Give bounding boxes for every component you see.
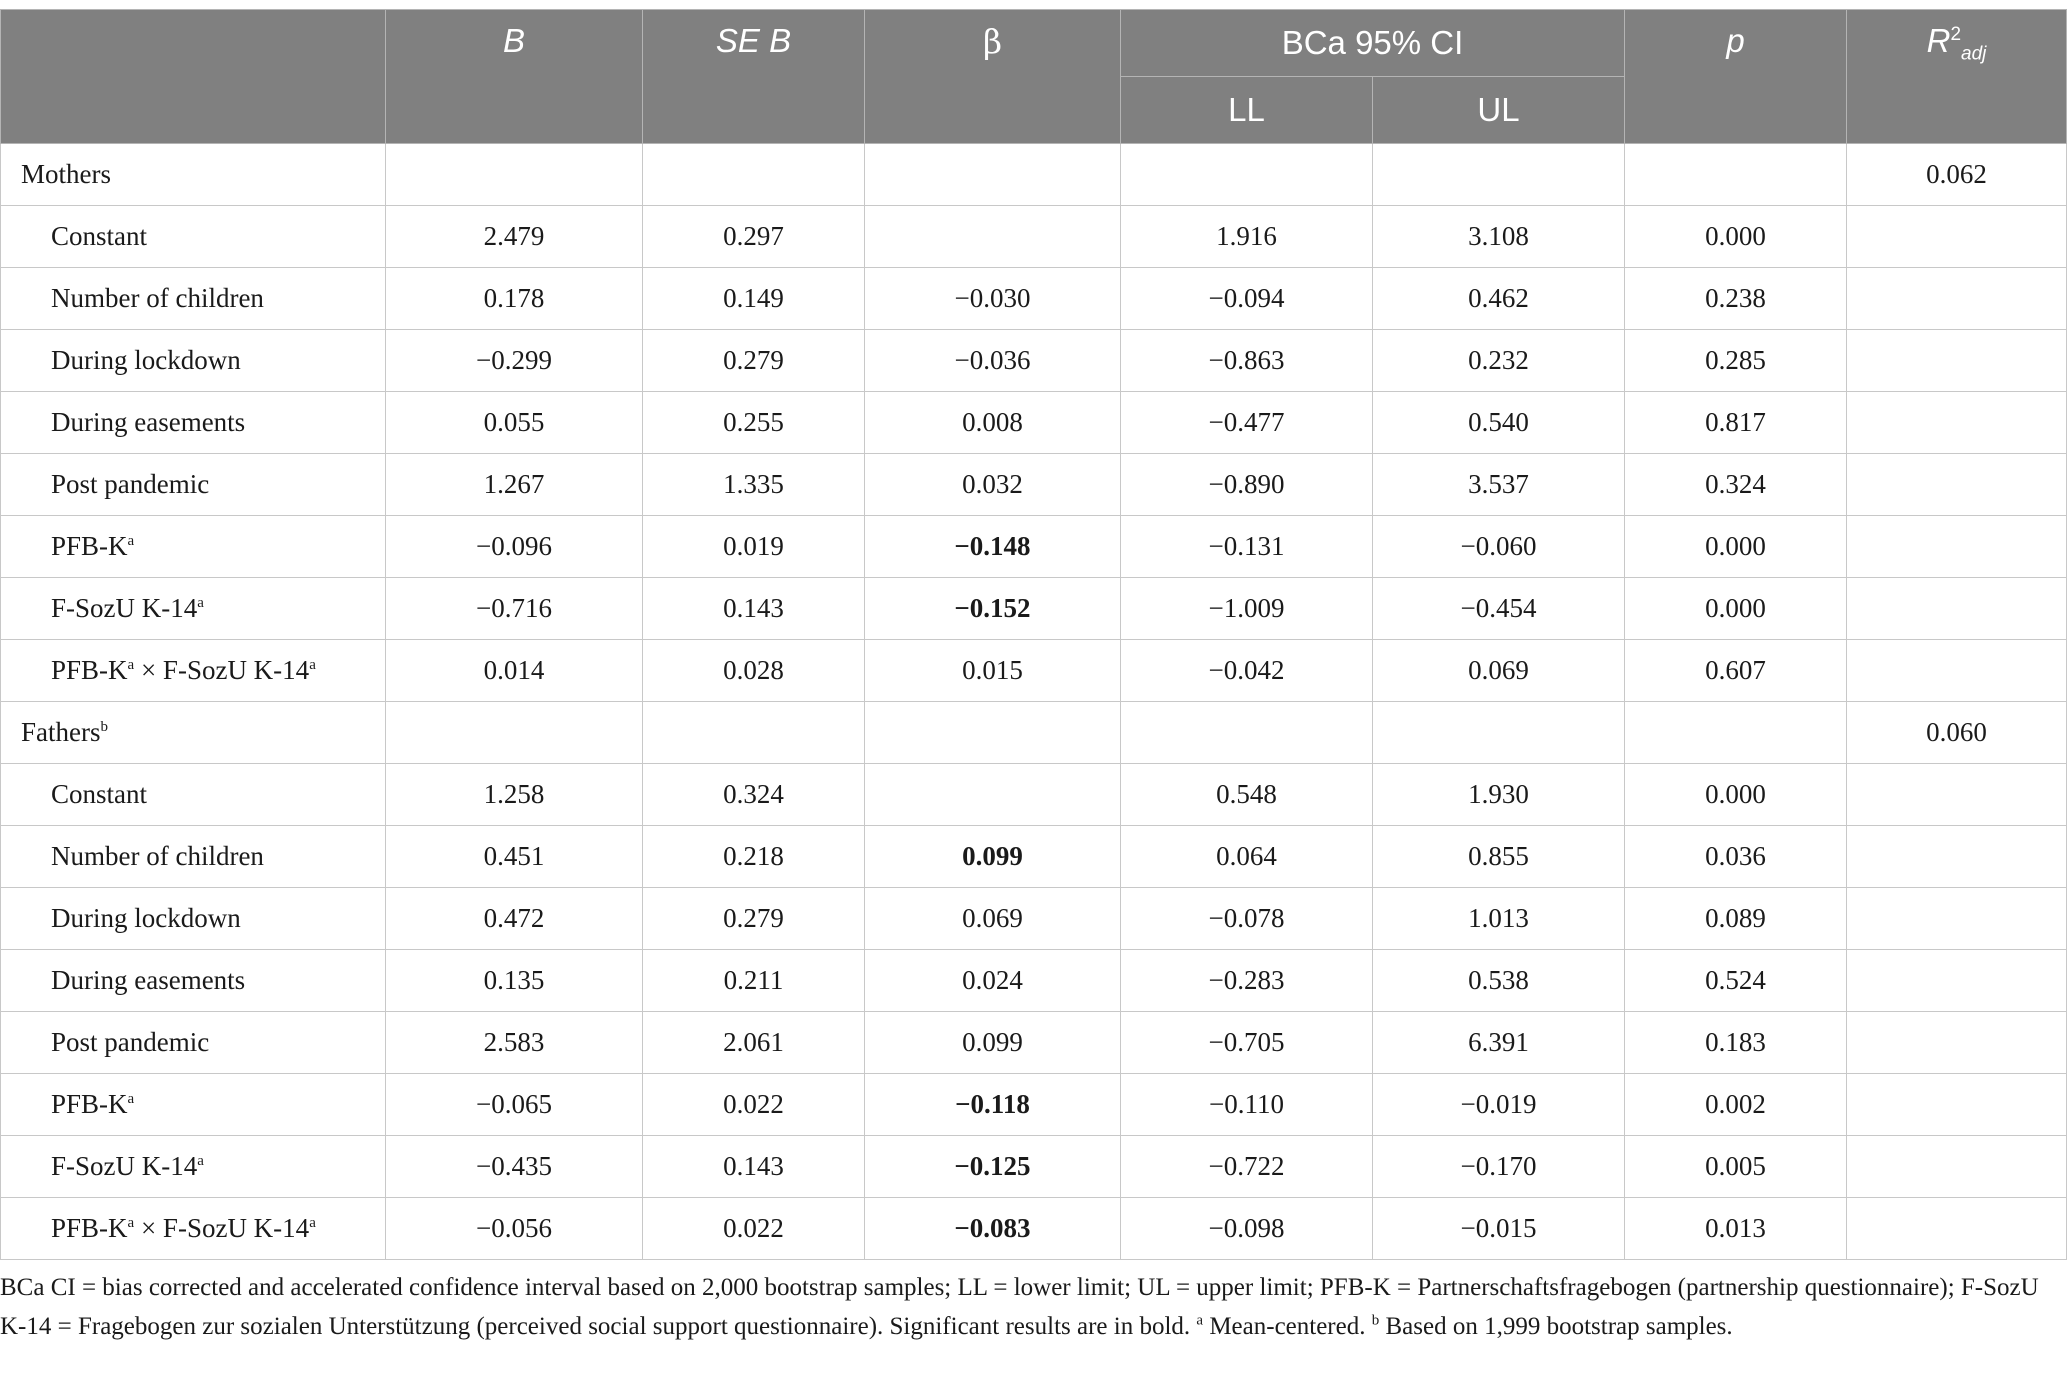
table-row (1, 578, 2067, 640)
header-beta: β (865, 10, 1121, 144)
table-header (1, 10, 2067, 144)
cell-b: 0.472 (386, 888, 643, 950)
cell-p (1625, 702, 1847, 764)
cell-ll: 0.064 (1121, 826, 1373, 888)
cell-beta: −0.148 (865, 516, 1121, 578)
cell-beta (865, 144, 1121, 206)
cell-se: 1.335 (643, 454, 865, 516)
cell-r2 (1847, 206, 2067, 268)
cell-beta: −0.030 (865, 268, 1121, 330)
table-row (1, 888, 2067, 950)
header-ll: LL (1121, 77, 1373, 144)
cell-b: −0.065 (386, 1074, 643, 1136)
cell-r2 (1847, 268, 2067, 330)
header-blank (1, 10, 386, 144)
cell-ll: −0.863 (1121, 330, 1373, 392)
cell-ll: −0.098 (1121, 1198, 1373, 1260)
cell-ll: 0.548 (1121, 764, 1373, 826)
cell-r2 (1847, 1012, 2067, 1074)
table-row (1, 950, 2067, 1012)
table-row (1, 764, 2067, 826)
table-row (1, 454, 2067, 516)
cell-beta: 0.099 (865, 826, 1121, 888)
cell-ul: 1.930 (1373, 764, 1625, 826)
footnote-mark-a: a (197, 595, 204, 611)
group-row-mothers (1, 144, 2067, 206)
cell-p: 0.324 (1625, 454, 1847, 516)
table-row (1, 268, 2067, 330)
footnote-mark-a: a (309, 657, 316, 673)
header-ci: BCa 95% CI (1121, 10, 1625, 77)
cell-ul (1373, 702, 1625, 764)
cell-ul: 3.108 (1373, 206, 1625, 268)
row-label: Post pandemic (1, 1012, 386, 1074)
footnote-mark-b: b (100, 719, 108, 735)
cell-b (386, 702, 643, 764)
cell-beta (865, 764, 1121, 826)
cell-r2 (1847, 1198, 2067, 1260)
row-label: Constant (1, 206, 386, 268)
cell-r2 (1847, 578, 2067, 640)
cell-r2 (1847, 826, 2067, 888)
cell-se (643, 144, 865, 206)
cell-ll (1121, 702, 1373, 764)
table-footnote: BCa CI = bias corrected and accelerated confidence interval based on 2,000 bootstrap samples; LL = lower limit; UL = upper limit; PFB-K = Partnerschaftsfragebogen (partnership questionnaire); F-SozU K-14 = Fragebogen zur sozialen Unterstützung (perceived social support questionnaire). Significant results are in bold. $^a$ Mean-centered. $^b$ Based on 1,999 bootstrap samples. (0, 1274, 2039, 1340)
cell-ll: −0.042 (1121, 640, 1373, 702)
cell-ul: 0.462 (1373, 268, 1625, 330)
header-r2-adj: $R^2_{adj}$ (1847, 10, 2067, 144)
cell-se: 0.279 (643, 888, 865, 950)
row-label: PFB-$K^a$ (1, 516, 386, 578)
cell-b: −0.056 (386, 1198, 643, 1260)
cell-r2 (1847, 392, 2067, 454)
table-row (1, 640, 2067, 702)
cell-ul (1373, 144, 1625, 206)
header-p: p (1625, 10, 1847, 144)
cell-r2 (1847, 888, 2067, 950)
cell-beta: 0.015 (865, 640, 1121, 702)
cell-p: 0.285 (1625, 330, 1847, 392)
cell-ll: −1.009 (1121, 578, 1373, 640)
cell-p: 0.002 (1625, 1074, 1847, 1136)
cell-p: 0.000 (1625, 764, 1847, 826)
cell-r2 (1847, 516, 2067, 578)
cell-b: 2.479 (386, 206, 643, 268)
table-row (1, 826, 2067, 888)
row-label: Number of children (1, 268, 386, 330)
cell-p: 0.238 (1625, 268, 1847, 330)
footnote-mark-a: a (127, 1215, 135, 1231)
row-label: Post pandemic (1, 454, 386, 516)
cell-se: 0.255 (643, 392, 865, 454)
cell-beta: 0.024 (865, 950, 1121, 1012)
cell-r2 (1847, 640, 2067, 702)
group-row-fathers (1, 702, 2067, 764)
cell-ul: −0.454 (1373, 578, 1625, 640)
group-label: Fathers$^b$ (1, 702, 386, 764)
table-row (1, 1136, 2067, 1198)
cell-ul: 6.391 (1373, 1012, 1625, 1074)
cell-b: 0.135 (386, 950, 643, 1012)
row-label: F-SozU K-14$^a$ (1, 1136, 386, 1198)
cell-beta: 0.032 (865, 454, 1121, 516)
row-label: During easements (1, 392, 386, 454)
row-label: PFB-$K^a$ × F-SozU K-14$^a$ (1, 640, 386, 702)
cell-r2 (1847, 330, 2067, 392)
cell-beta: 0.069 (865, 888, 1121, 950)
cell-r2: 0.062 (1847, 144, 2067, 206)
cell-beta: 0.099 (865, 1012, 1121, 1074)
cell-se: 0.211 (643, 950, 865, 1012)
cell-beta (865, 702, 1121, 764)
cell-beta: −0.152 (865, 578, 1121, 640)
row-label: PFB-$K^a$ × F-SozU K-14$^a$ (1, 1198, 386, 1260)
cell-se: 0.297 (643, 206, 865, 268)
cell-p: 0.000 (1625, 206, 1847, 268)
cell-ul: −0.015 (1373, 1198, 1625, 1260)
cell-ul: 0.232 (1373, 330, 1625, 392)
footnote-mark-a: a (309, 1215, 316, 1231)
cell-b: 0.055 (386, 392, 643, 454)
footnote-mark-a: a (127, 533, 135, 549)
cell-ll: −0.722 (1121, 1136, 1373, 1198)
cell-b: −0.435 (386, 1136, 643, 1198)
cell-se: 0.019 (643, 516, 865, 578)
cell-beta (865, 206, 1121, 268)
cell-ul: −0.060 (1373, 516, 1625, 578)
cell-ll: −0.131 (1121, 516, 1373, 578)
cell-ul: 1.013 (1373, 888, 1625, 950)
cell-r2 (1847, 454, 2067, 516)
cell-b: −0.716 (386, 578, 643, 640)
cell-p: 0.005 (1625, 1136, 1847, 1198)
cell-beta: −0.118 (865, 1074, 1121, 1136)
cell-ul: 0.538 (1373, 950, 1625, 1012)
cell-b: 1.267 (386, 454, 643, 516)
table-row (1, 1198, 2067, 1260)
footnote-mark-a: a (127, 1091, 135, 1107)
table-body (1, 144, 2067, 1260)
cell-p: 0.089 (1625, 888, 1847, 950)
cell-ll: −0.110 (1121, 1074, 1373, 1136)
header-ul: UL (1373, 77, 1625, 144)
table-row (1, 1012, 2067, 1074)
cell-p: 0.036 (1625, 826, 1847, 888)
cell-ll: 1.916 (1121, 206, 1373, 268)
cell-b: −0.096 (386, 516, 643, 578)
cell-ll (1121, 144, 1373, 206)
row-label: During lockdown (1, 330, 386, 392)
table-row (1, 1074, 2067, 1136)
cell-p: 0.000 (1625, 578, 1847, 640)
cell-se: 0.143 (643, 1136, 865, 1198)
cell-beta: −0.083 (865, 1198, 1121, 1260)
cell-se: 0.022 (643, 1198, 865, 1260)
cell-p: 0.000 (1625, 516, 1847, 578)
header-se-b: SE B (643, 10, 865, 144)
cell-r2 (1847, 1136, 2067, 1198)
cell-se (643, 702, 865, 764)
cell-p: 0.013 (1625, 1198, 1847, 1260)
cell-p: 0.524 (1625, 950, 1847, 1012)
cell-b: 2.583 (386, 1012, 643, 1074)
cell-se: 0.149 (643, 268, 865, 330)
cell-b: 0.014 (386, 640, 643, 702)
table-row (1, 392, 2067, 454)
footnote-mark-a: a (1196, 1312, 1204, 1329)
cell-ll: −0.890 (1121, 454, 1373, 516)
cell-beta: −0.125 (865, 1136, 1121, 1198)
footnote-mark-a: a (127, 657, 135, 673)
regression-table (0, 9, 2067, 1260)
cell-r2 (1847, 764, 2067, 826)
cell-p: 0.607 (1625, 640, 1847, 702)
table-row (1, 330, 2067, 392)
row-label: PFB-$K^a$ (1, 1074, 386, 1136)
cell-se: 0.028 (643, 640, 865, 702)
footnote-mark-a: a (197, 1153, 204, 1169)
footnote-mark-b: b (1371, 1312, 1380, 1329)
cell-se: 0.218 (643, 826, 865, 888)
row-label: Number of children (1, 826, 386, 888)
cell-b: 0.451 (386, 826, 643, 888)
cell-se: 0.143 (643, 578, 865, 640)
table-row (1, 206, 2067, 268)
header-b: B (386, 10, 643, 144)
cell-ll: −0.078 (1121, 888, 1373, 950)
row-label: During easements (1, 950, 386, 1012)
row-label: During lockdown (1, 888, 386, 950)
cell-ul: 0.855 (1373, 826, 1625, 888)
cell-ul: 0.540 (1373, 392, 1625, 454)
cell-b: 1.258 (386, 764, 643, 826)
table-row (1, 516, 2067, 578)
cell-se: 0.324 (643, 764, 865, 826)
group-label: Mothers (1, 144, 386, 206)
row-label: F-SozU K-14$^a$ (1, 578, 386, 640)
cell-ul: 3.537 (1373, 454, 1625, 516)
cell-b (386, 144, 643, 206)
cell-ll: −0.705 (1121, 1012, 1373, 1074)
cell-p: 0.817 (1625, 392, 1847, 454)
cell-beta: −0.036 (865, 330, 1121, 392)
cell-ll: −0.094 (1121, 268, 1373, 330)
cell-p: 0.183 (1625, 1012, 1847, 1074)
cell-ul: −0.170 (1373, 1136, 1625, 1198)
cell-se: 2.061 (643, 1012, 865, 1074)
cell-se: 0.022 (643, 1074, 865, 1136)
cell-ul: 0.069 (1373, 640, 1625, 702)
cell-ul: −0.019 (1373, 1074, 1625, 1136)
cell-beta: 0.008 (865, 392, 1121, 454)
cell-p (1625, 144, 1847, 206)
cell-b: −0.299 (386, 330, 643, 392)
cell-se: 0.279 (643, 330, 865, 392)
cell-b: 0.178 (386, 268, 643, 330)
cell-r2 (1847, 1074, 2067, 1136)
cell-ll: −0.477 (1121, 392, 1373, 454)
cell-r2 (1847, 950, 2067, 1012)
cell-ll: −0.283 (1121, 950, 1373, 1012)
row-label: Constant (1, 764, 386, 826)
cell-r2: 0.060 (1847, 702, 2067, 764)
